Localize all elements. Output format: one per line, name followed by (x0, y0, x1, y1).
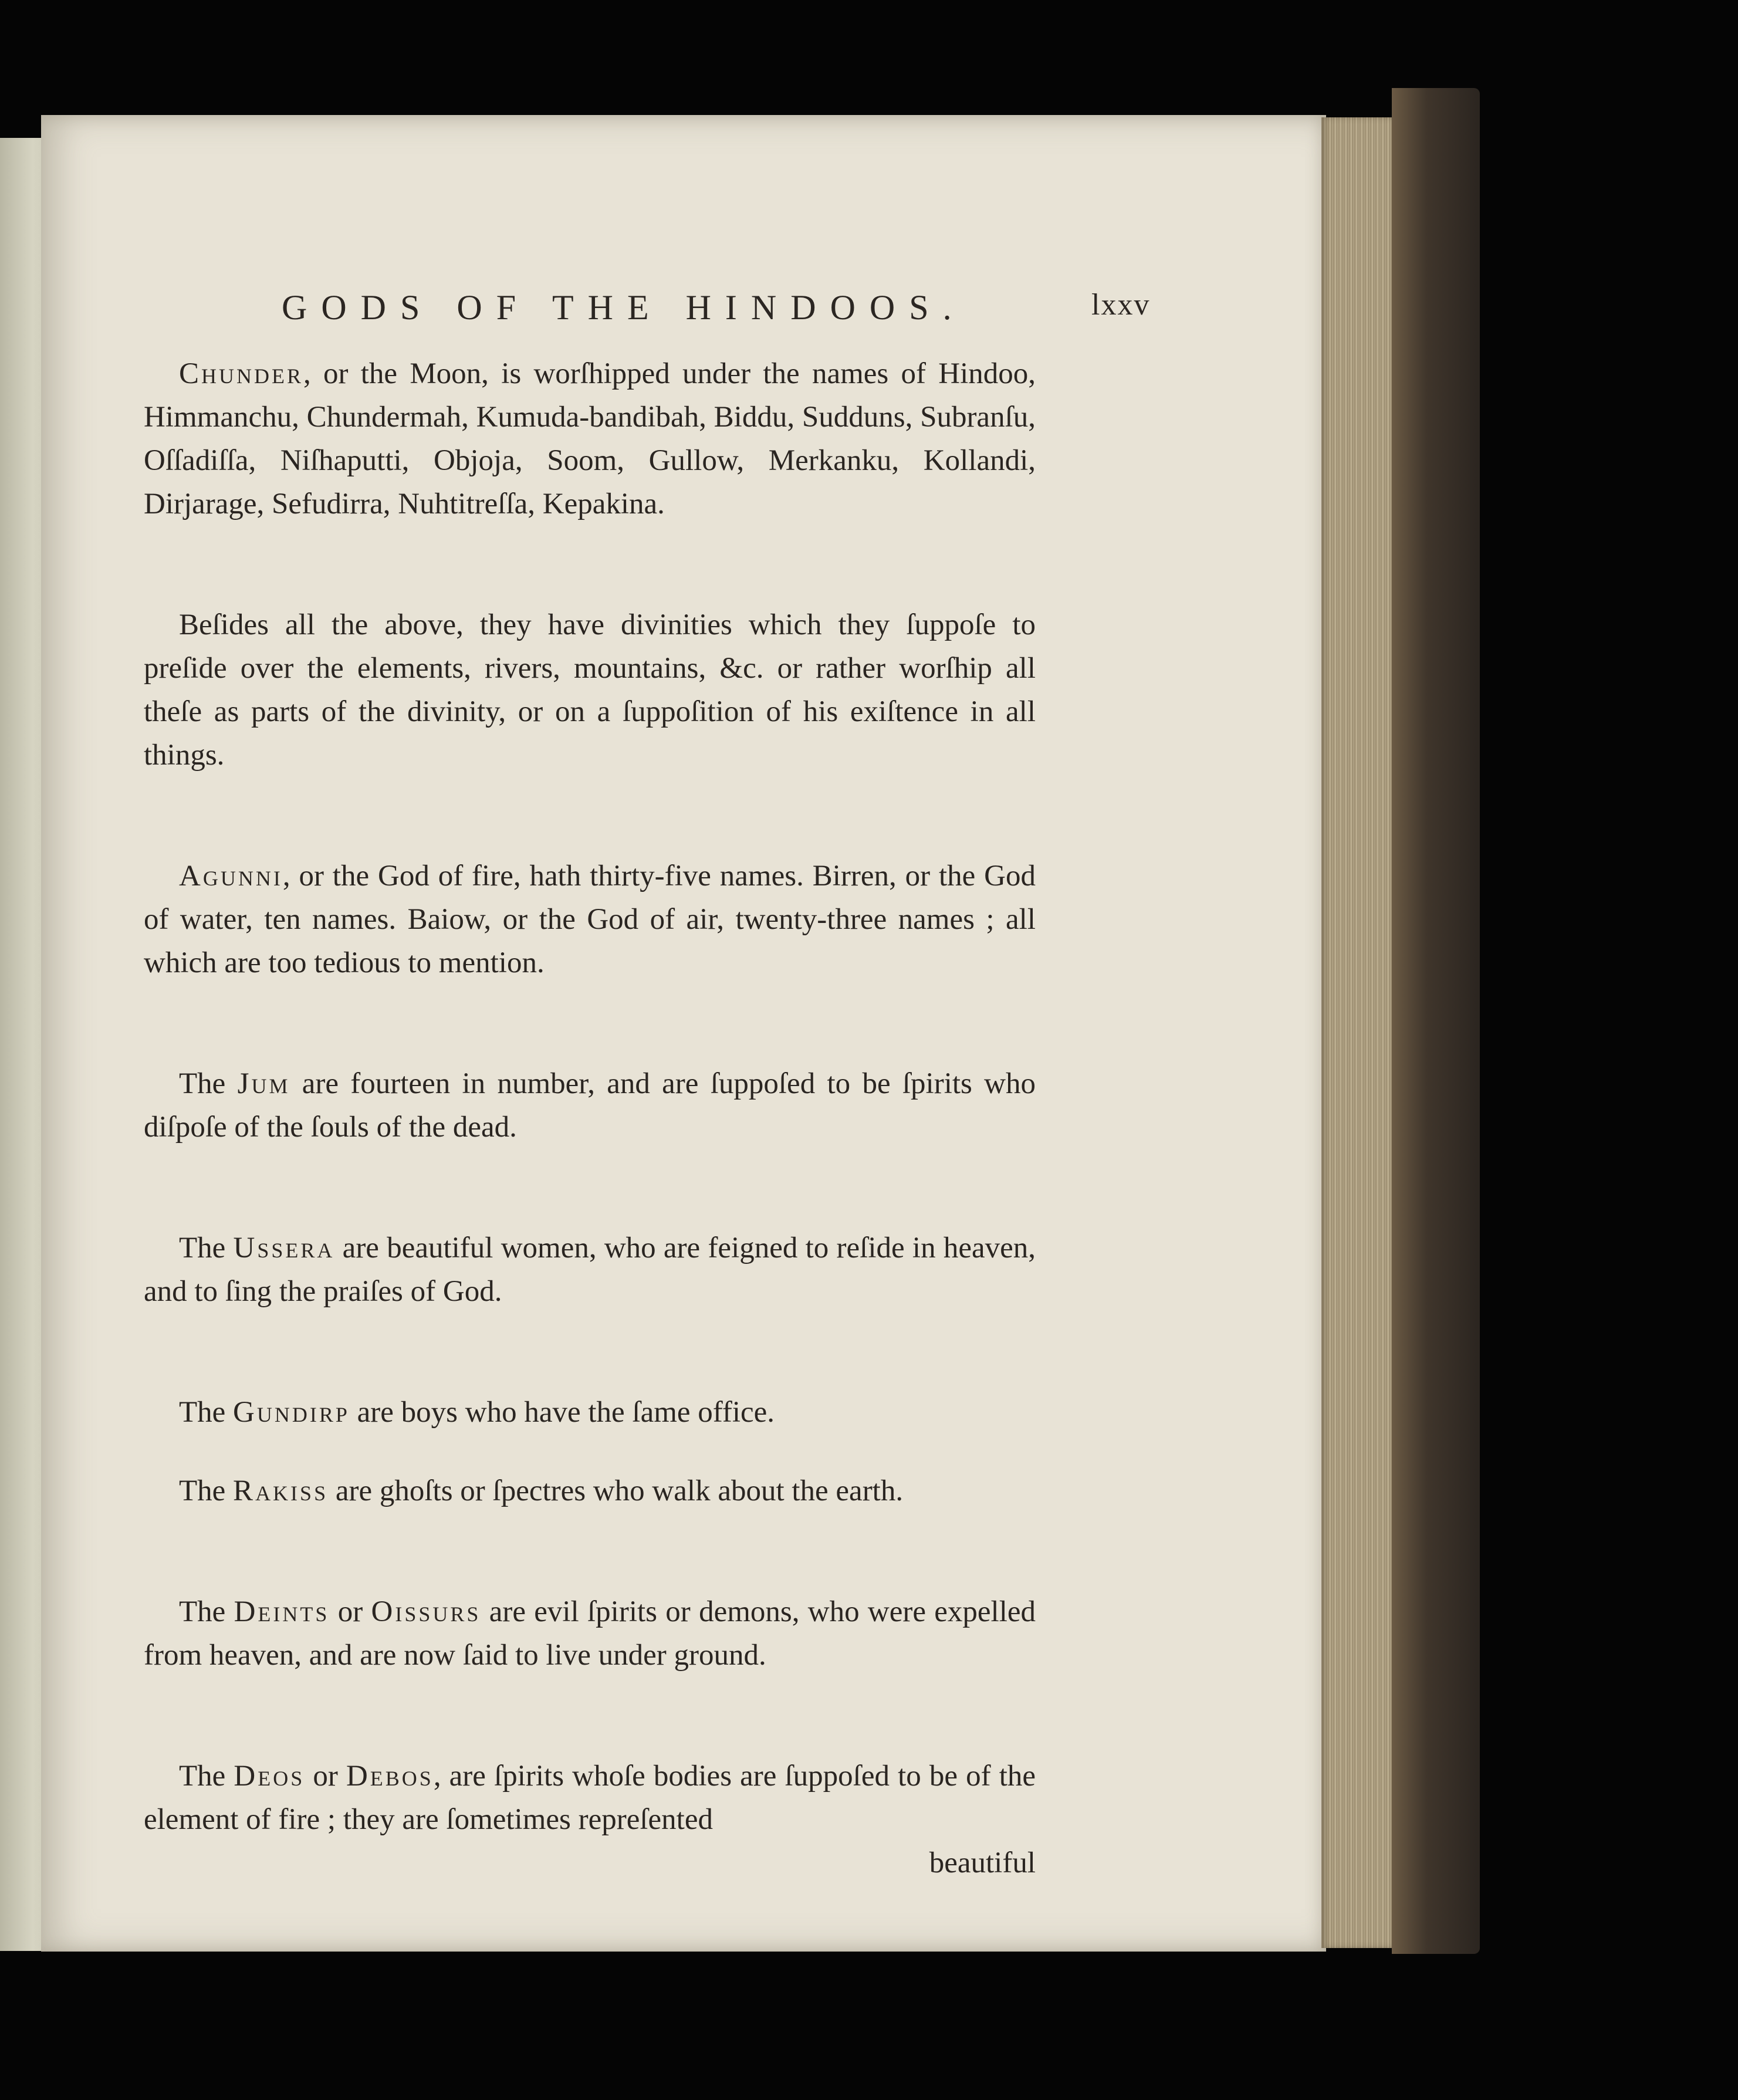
term-debos: Debos (346, 1760, 434, 1793)
paragraph-rakiss (144, 1469, 1036, 1513)
paragraph-text: are evil ſpirits or demons, who were expelled from heaven, and are now ſaid to live under ground. (144, 1595, 1036, 1672)
paragraph-text: Beſides all the above, they have divinities which they ſuppoſe to preſide over the elements, rivers, mountains, &c. or rather worſhip all theſe as parts of the divinity, or on a ſuppoſition of his exiſtence in all things. (144, 608, 1036, 772)
term-jum: Jum (237, 1067, 290, 1100)
paragraph-deos (144, 1754, 1036, 1841)
paragraph-gundirp (144, 1391, 1036, 1434)
paragraph-text: , are ſpirits whoſe bodies are ſuppoſed to be of the element of fire ; they are ſometimes repreſented (144, 1760, 1036, 1836)
paragraph-chunder (144, 352, 1036, 526)
term-deints: Deints (234, 1595, 330, 1628)
left-page-edge (0, 138, 47, 1951)
paragraph-text: are ghoſts or ſpectres who walk about the earth. (328, 1475, 904, 1507)
paragraph-lead: The (179, 1396, 234, 1429)
paragraph-deints (144, 1590, 1036, 1677)
term-chunder: Chunder (179, 357, 304, 390)
paragraph-text: are fourteen in number, and are ſuppoſed to be ſpirits who diſpoſe of the ſouls of the dead. (144, 1067, 1036, 1144)
paragraph-elements (144, 603, 1036, 777)
page-fore-edge (1321, 117, 1392, 1948)
term-rakiss: Rakiss (233, 1475, 329, 1507)
paragraph-text: are boys who have the ſame office. (349, 1396, 775, 1429)
term-oissurs: Oissurs (371, 1595, 481, 1628)
paragraph-agunni (144, 854, 1036, 985)
term-ussera: Ussera (233, 1232, 335, 1264)
paragraph-connector: or (305, 1760, 346, 1793)
term-deos: Deos (234, 1760, 305, 1793)
term-gundirp: Gundirp (233, 1396, 350, 1429)
body-text (144, 352, 1036, 1885)
paragraph-lead: The (179, 1475, 234, 1507)
paragraph-text: , or the God of fire, hath thirty-five names. Birren, or the God of water, ten names. Baiow, or the God of air, twenty-three names ; all which are too tedious to mention. (144, 860, 1036, 979)
paragraph-lead: The (179, 1067, 238, 1100)
paragraph-lead: The (179, 1760, 234, 1793)
paragraph-jum (144, 1062, 1036, 1149)
paragraph-text: are beautiful women, who are feigned to reſide in heaven, and to ſing the praiſes of God. (144, 1232, 1036, 1308)
term-agunni: Agunni (179, 860, 283, 892)
paragraph-connector: or (329, 1595, 371, 1628)
book-cover (1392, 88, 1480, 1954)
catchword: beautiful (929, 1847, 1036, 1879)
paragraph-text: , or the Moon, is worſhipped under the names of Hindoo, Himmanchu, Chundermah, Kumuda-bandibah, Biddu, Sudduns, Subranſu, Oſſadiſſa, Niſhaputti, Objoja, Soom, Gullow, Merkanku, Kollandi, Dirjarage, Sefudirra, Nuhtitreſſa, Kepakina. (144, 357, 1036, 520)
paragraph-lead: The (179, 1595, 234, 1628)
page-number: lxxv (1091, 288, 1151, 322)
paragraph-lead: The (179, 1232, 234, 1264)
paragraph-ussera (144, 1226, 1036, 1313)
running-head: GODS OF THE HINDOOS. (282, 288, 966, 327)
